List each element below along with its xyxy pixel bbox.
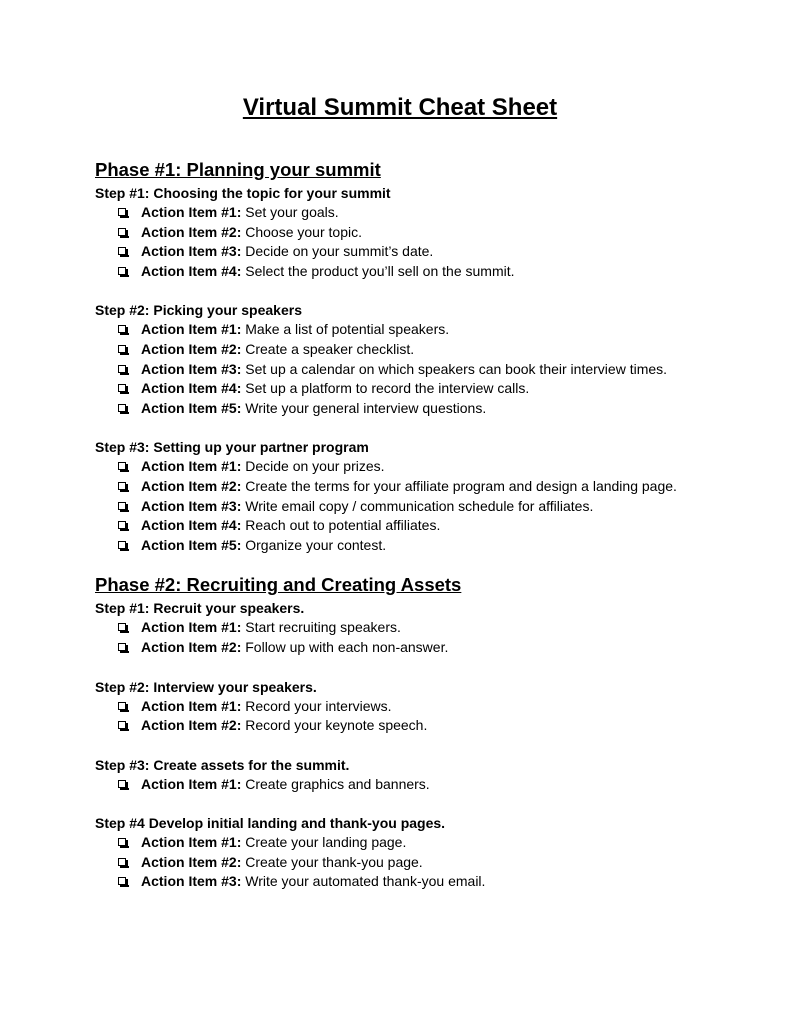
checkbox-icon[interactable] xyxy=(118,247,126,255)
step-section xyxy=(95,756,775,795)
action-item xyxy=(95,872,775,892)
action-item xyxy=(95,262,775,282)
action-item xyxy=(95,536,775,556)
checkbox-icon[interactable] xyxy=(118,721,126,729)
action-item xyxy=(95,203,775,223)
phase-heading: Phase #1: Planning your summit xyxy=(95,159,381,180)
action-item xyxy=(95,853,775,873)
action-item-label: Action Item #2: xyxy=(141,223,242,240)
action-item-text: Organize your contest. xyxy=(241,536,387,553)
action-item xyxy=(95,399,775,419)
action-item-label: Action Item #2: xyxy=(141,638,242,655)
checkbox-icon[interactable] xyxy=(118,702,126,710)
step-section xyxy=(95,184,775,281)
action-item-text: Create your thank-you page. xyxy=(241,853,423,870)
checkbox-icon[interactable] xyxy=(118,462,126,470)
action-item-text: Set up a platform to record the interview calls. xyxy=(241,380,530,397)
action-item-text: Set your goals. xyxy=(241,204,339,220)
action-item-label: Action Item #1: xyxy=(141,204,242,220)
action-item xyxy=(95,775,775,795)
step-heading: Step #2: Picking your speakers xyxy=(95,302,302,319)
action-item xyxy=(95,618,775,638)
action-item-text: Create graphics and banners. xyxy=(241,775,430,792)
action-item-text: Write email copy / communication schedule for affiliates. xyxy=(241,497,594,514)
action-item-label: Action Item #4: xyxy=(141,262,242,279)
checkbox-icon[interactable] xyxy=(118,325,126,333)
checkbox-icon[interactable] xyxy=(118,838,126,846)
action-item-label: Action Item #2: xyxy=(141,340,242,357)
step-heading: Step #3: Setting up your partner program xyxy=(95,439,369,456)
checkbox-icon[interactable] xyxy=(118,404,126,412)
action-item xyxy=(95,477,775,497)
step-heading: Step #3: Create assets for the summit. xyxy=(95,756,350,773)
checkbox-icon[interactable] xyxy=(118,502,126,510)
action-item-list xyxy=(95,457,775,555)
action-item-text: Reach out to potential affiliates. xyxy=(241,517,441,534)
step-section xyxy=(95,814,775,892)
checkbox-icon[interactable] xyxy=(118,858,126,866)
action-item xyxy=(95,242,775,262)
phase-section xyxy=(95,157,775,555)
action-item-text: Start recruiting speakers. xyxy=(241,619,401,636)
action-item-label: Action Item #1: xyxy=(141,697,242,714)
action-item-text: Decide on your prizes. xyxy=(241,458,385,475)
action-item xyxy=(95,516,775,536)
action-item-label: Action Item #5: xyxy=(141,536,242,553)
action-item-text: Set up a calendar on which speakers can book their interview times. xyxy=(241,360,668,377)
action-item-text: Choose your topic. xyxy=(241,223,362,240)
action-item xyxy=(95,716,775,736)
checkbox-icon[interactable] xyxy=(118,643,126,651)
action-item-label: Action Item #1: xyxy=(141,775,242,792)
step-section xyxy=(95,599,775,657)
action-item-text: Create your landing page. xyxy=(241,834,407,851)
checkbox-icon[interactable] xyxy=(118,345,126,353)
action-item-label: Action Item #2: xyxy=(141,717,242,734)
action-item-label: Action Item #1: xyxy=(141,458,242,475)
action-item-text: Select the product you’ll sell on the summit. xyxy=(241,262,515,279)
checkbox-icon[interactable] xyxy=(118,228,126,236)
checkbox-icon[interactable] xyxy=(118,365,126,373)
action-item-text: Write your general interview questions. xyxy=(241,399,487,416)
step-section xyxy=(95,438,775,555)
action-item-label: Action Item #3: xyxy=(141,497,242,514)
action-item-label: Action Item #3: xyxy=(141,243,242,260)
action-item xyxy=(95,360,775,380)
action-item-list xyxy=(95,618,775,657)
checkbox-icon[interactable] xyxy=(118,384,126,392)
checkbox-icon[interactable] xyxy=(118,623,126,631)
action-item-list xyxy=(95,833,775,892)
step-section xyxy=(95,301,775,418)
action-item-text: Make a list of potential speakers. xyxy=(241,321,450,338)
phase-section xyxy=(95,572,775,892)
action-item xyxy=(95,340,775,360)
phase-heading: Phase #2: Recruiting and Creating Assets xyxy=(95,574,462,596)
action-item-label: Action Item #1: xyxy=(141,834,242,851)
action-item-list xyxy=(95,203,775,281)
step-section xyxy=(95,678,775,736)
action-item-label: Action Item #1: xyxy=(141,321,242,338)
action-item-list xyxy=(95,320,775,418)
action-item xyxy=(95,497,775,517)
checkbox-icon[interactable] xyxy=(118,521,126,529)
action-item xyxy=(95,638,775,658)
action-item xyxy=(95,457,775,477)
action-item-text: Record your interviews. xyxy=(241,697,392,714)
checkbox-icon[interactable] xyxy=(118,482,126,490)
checkbox-icon[interactable] xyxy=(118,541,126,549)
action-item-text: Follow up with each non-answer. xyxy=(241,638,449,655)
action-item xyxy=(95,379,775,399)
step-heading: Step #4 Develop initial landing and thank-you pages. xyxy=(95,815,446,832)
action-item xyxy=(95,320,775,340)
step-heading: Step #1: Choosing the topic for your summit xyxy=(95,185,391,201)
action-item-label: Action Item #3: xyxy=(141,360,242,377)
document-title: Virtual Summit Cheat Sheet xyxy=(242,94,558,121)
action-item-list xyxy=(95,775,775,795)
checkbox-icon[interactable] xyxy=(118,780,126,788)
action-item-label: Action Item #3: xyxy=(141,873,242,890)
checkbox-icon[interactable] xyxy=(118,877,126,885)
action-item-label: Action Item #1: xyxy=(141,619,242,636)
action-item-text: Write your automated thank-you email. xyxy=(241,873,486,890)
step-heading: Step #1: Recruit your speakers. xyxy=(95,600,305,617)
checkbox-icon[interactable] xyxy=(118,267,126,275)
action-item-list xyxy=(95,697,775,736)
action-item-label: Action Item #4: xyxy=(141,380,242,397)
action-item-label: Action Item #2: xyxy=(141,853,242,870)
action-item xyxy=(95,697,775,717)
action-item-text: Record your keynote speech. xyxy=(241,717,428,734)
action-item xyxy=(95,223,775,243)
action-item-label: Action Item #4: xyxy=(141,517,242,534)
document-content xyxy=(95,157,775,892)
action-item-label: Action Item #5: xyxy=(141,399,242,416)
checkbox-icon[interactable] xyxy=(118,208,126,216)
action-item-text: Decide on your summit’s date. xyxy=(241,243,434,260)
action-item-text: Create the terms for your affiliate program and design a landing page. xyxy=(241,477,677,494)
action-item xyxy=(95,833,775,853)
action-item-text: Create a speaker checklist. xyxy=(241,340,415,357)
action-item-label: Action Item #2: xyxy=(141,477,242,494)
step-heading: Step #2: Interview your speakers. xyxy=(95,678,317,695)
